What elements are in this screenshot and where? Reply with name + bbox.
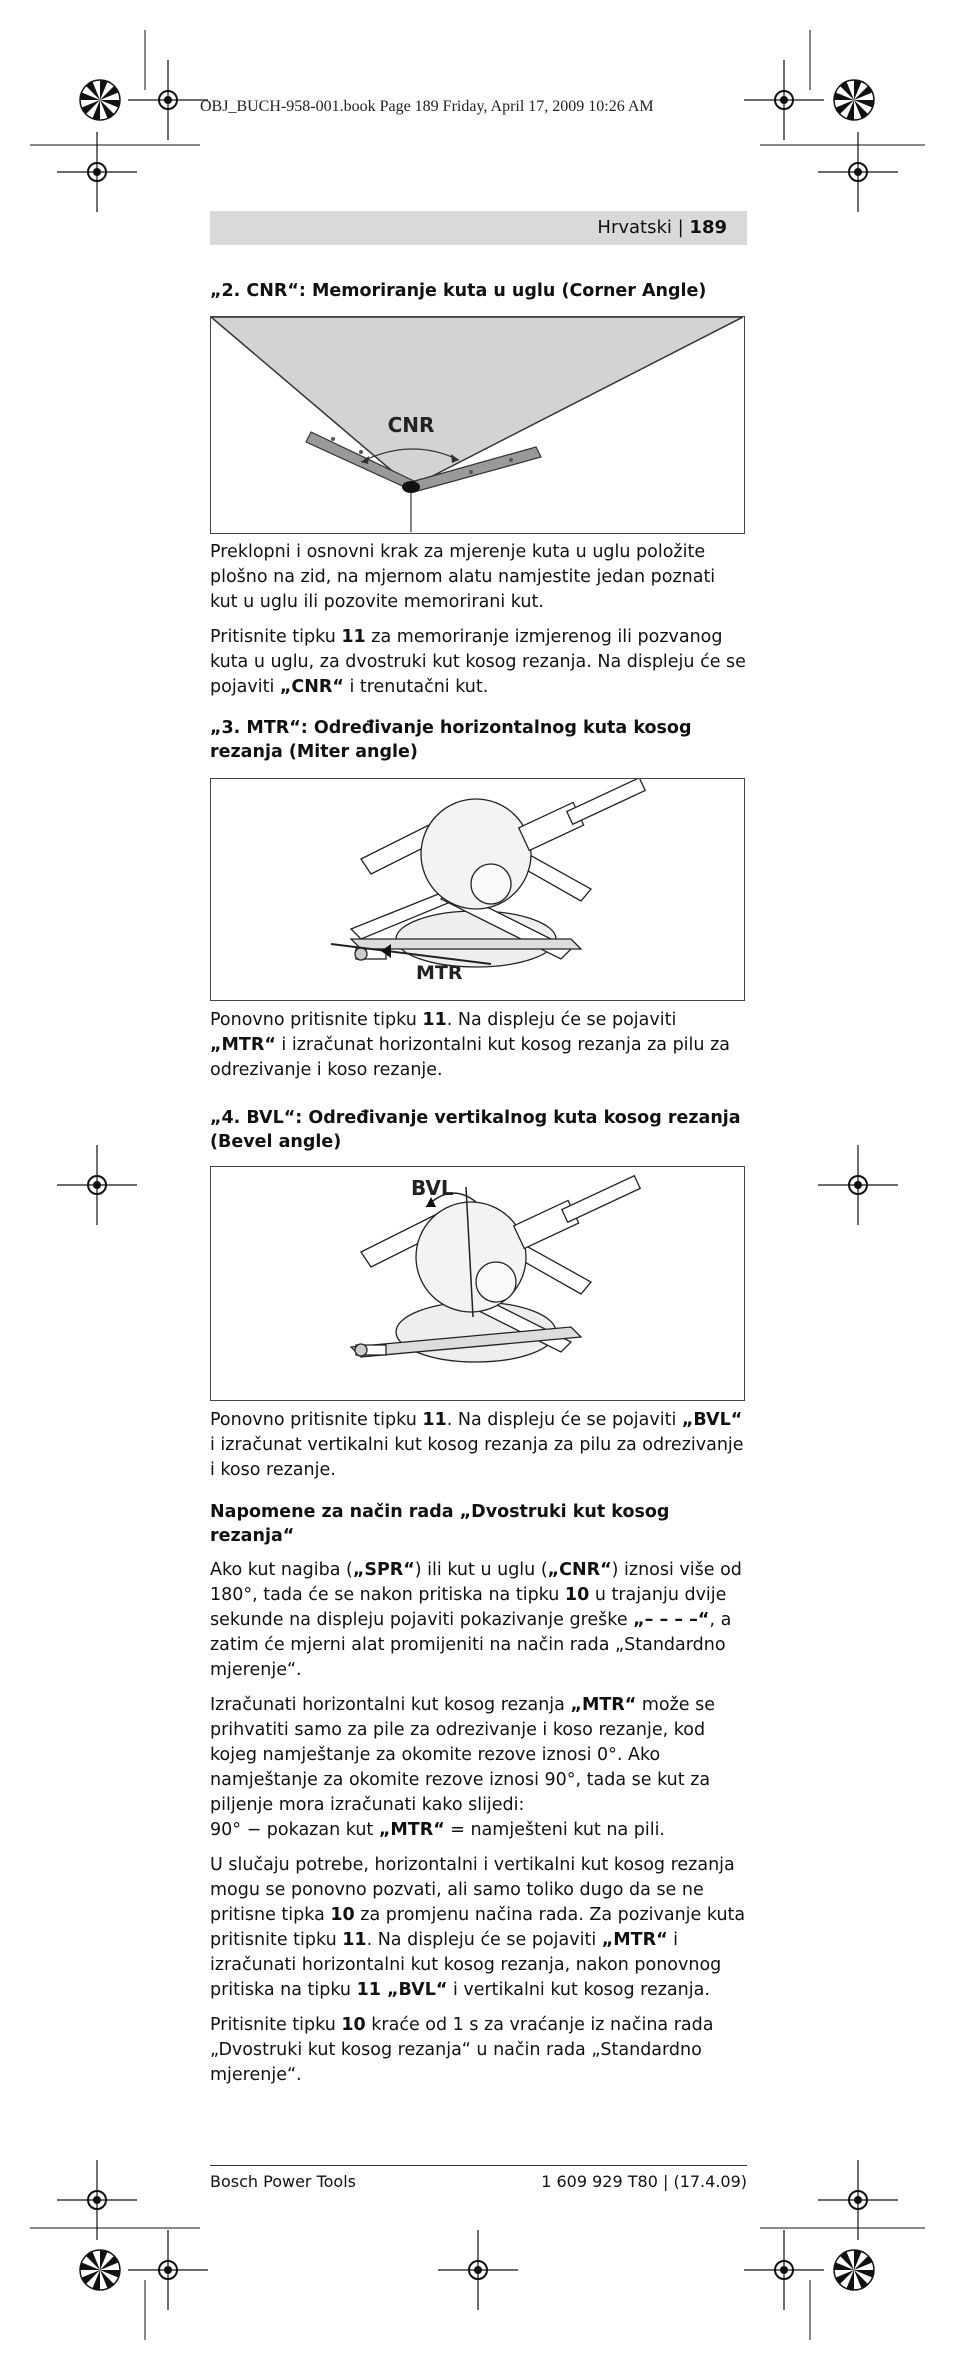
text-run: ) iznosi više od 180°, tada će se nakon pritiska na tipku — [210, 1560, 742, 1605]
key-number: 10 — [564, 1585, 590, 1605]
header-separator: | — [671, 217, 690, 238]
display-code: „MTR“ — [378, 1820, 445, 1840]
cnr-paragraph-2 — [210, 625, 747, 700]
notes-paragraph-2 — [210, 1693, 747, 1818]
section-cnr-heading: „2. CNR“: Memoriranje kuta u uglu (Corner Angle) — [210, 281, 707, 301]
notes-paragraph-4 — [210, 2013, 747, 2088]
text-run: = namješteni kut na pili. — [444, 1820, 665, 1840]
key-number: 11 — [342, 1930, 367, 1950]
text-run: . Na displeju će se pojaviti — [366, 1930, 602, 1950]
error-display: „– – – –“ — [633, 1610, 710, 1630]
text-run: za promjenu načina rada. Za pozivanje kuta pritisnite tipku — [210, 1905, 746, 1950]
header-language — [597, 217, 727, 238]
notes-heading: Napomene za način rada „Dvostruki kut kosog rezanja“ — [210, 1502, 670, 1546]
key-number: 10 — [330, 1905, 355, 1925]
text-run: za memoriranje izmjerenog ili pozvanog kuta u uglu, za dvostruki kut kosog rezanja. Na displeju će se pojaviti — [210, 627, 746, 697]
key-number: 11 — [422, 1010, 447, 1030]
text-run: i izračunati horizontalni kut kosog rezanja, nakon ponovnog pritiska na tipku — [210, 1930, 722, 2000]
section-notes — [210, 1500, 747, 2088]
page-number: 189 — [689, 217, 727, 238]
section-mtr-body — [210, 1008, 747, 1083]
section-bvl-heading: „4. BVL“: Određivanje vertikalnog kuta kosog rezanja (Bevel angle) — [210, 1108, 741, 1152]
key-number: 11 — [356, 1980, 381, 2000]
display-code: „BVL“ — [681, 1410, 743, 1430]
text-run: Izračunati horizontalni kut kosog rezanja — [210, 1695, 571, 1715]
section-cnr-body — [210, 540, 747, 700]
page-footer — [210, 2165, 747, 2191]
display-code: „MTR“ — [601, 1930, 668, 1950]
text-run: Ponovno pritisnite tipku — [210, 1010, 423, 1030]
display-code: „CNR“ — [279, 677, 344, 697]
text-run: i izračunat vertikalni kut kosog rezanja za pilu za odrezivanje i koso rezanje. — [210, 1435, 744, 1480]
cnr-paragraph-1: Preklopni i osnovni krak za mjerenje kuta u uglu položite plošno na zid, na mjernom alatu namjestite jedan poznati kut u uglu ili pozovite memorirani kut. — [210, 542, 716, 612]
cnr-figure-label: CNR — [387, 413, 435, 437]
footer-brand: Bosch Power Tools — [210, 2172, 356, 2191]
display-code: „SPR“ — [352, 1560, 415, 1580]
bvl-paragraph — [210, 1408, 747, 1483]
bvl-illustration — [211, 1167, 743, 1399]
print-slug: OBJ_BUCH-958-001.book Page 189 Friday, April 17, 2009 10:26 AM — [200, 98, 654, 115]
text-run: U slučaju potrebe, horizontalni i vertikalni kut kosog rezanja mogu se ponovno pozvati, ali samo toliko dugo da se ne pritisne tipka — [210, 1855, 735, 1925]
key-number: 10 — [341, 2015, 366, 2035]
bvl-figure-label: BVL — [411, 1176, 454, 1200]
key-number: 11 — [422, 1410, 447, 1430]
language-label: Hrvatski — [597, 217, 672, 238]
figure-bvl — [210, 1166, 745, 1401]
text-run: i trenutačni kut. — [343, 677, 489, 697]
key-number: 11 — [341, 627, 366, 647]
mtr-illustration — [211, 779, 743, 999]
mtr-paragraph — [210, 1008, 747, 1083]
text-run: ) ili kut u uglu ( — [414, 1560, 548, 1580]
notes-formula — [210, 1818, 747, 1843]
mtr-figure-label: MTR — [416, 962, 463, 984]
text-run: 90° − pokazan kut — [210, 1820, 379, 1840]
notes-paragraph-3 — [210, 1853, 747, 2003]
section-mtr-heading-wrap — [210, 716, 747, 764]
text-run: može se prihvatiti samo za pile za odrezivanje i koso rezanje, kod kojeg namještanje za okomite rezove iznosi 0°. Ako namještanje za okomite rezove iznosi 90°, tada se kut za piljenje mora izračunati kako slijedi: — [210, 1695, 715, 1815]
text-run: i izračunat horizontalni kut kosog rezanja za pilu za odrezivanje i koso rezanje. — [210, 1035, 730, 1080]
text-run: kraće od 1 s za vraćanje iz načina rada „Dvostruki kut kosog rezanja“ u način rada „Standardno mjerenje“. — [210, 2015, 714, 2085]
cnr-illustration — [211, 317, 743, 532]
text-run: Ako kut nagiba ( — [210, 1560, 353, 1580]
text-run: Pritisnite tipku — [210, 2015, 342, 2035]
text-run: . Na displeju će se pojaviti — [446, 1010, 677, 1030]
section-bvl-body — [210, 1408, 747, 1483]
text-run: Pritisnite tipku — [210, 627, 342, 647]
text-run: i vertikalni kut kosog rezanja. — [447, 1980, 710, 2000]
figure-mtr — [210, 778, 745, 1001]
page-header — [210, 211, 747, 245]
text-run: Ponovno pritisnite tipku — [210, 1410, 423, 1430]
figure-cnr — [210, 316, 745, 534]
display-code: „MTR“ — [570, 1695, 637, 1715]
text-run: u trajanju dvije sekunde na displeju pojaviti pokazivanje greške — [210, 1585, 727, 1630]
display-code: „MTR“ — [210, 1035, 276, 1055]
section-cnr-heading-wrap — [210, 279, 747, 303]
text-run: . Na displeju će se pojaviti — [446, 1410, 682, 1430]
text-run: , a zatim će mjerni alat promijeniti na način rada „Standardno mjerenje“. — [210, 1610, 732, 1680]
display-code: „CNR“ — [547, 1560, 612, 1580]
display-code: „BVL“ — [380, 1980, 448, 2000]
section-mtr-heading: „3. MTR“: Određivanje horizontalnog kuta kosog rezanja (Miter angle) — [210, 718, 692, 762]
footer-doc-id: 1 609 929 T80 | (17.4.09) — [541, 2172, 747, 2191]
section-bvl-heading-wrap — [210, 1106, 747, 1154]
notes-paragraph-1 — [210, 1558, 747, 1683]
